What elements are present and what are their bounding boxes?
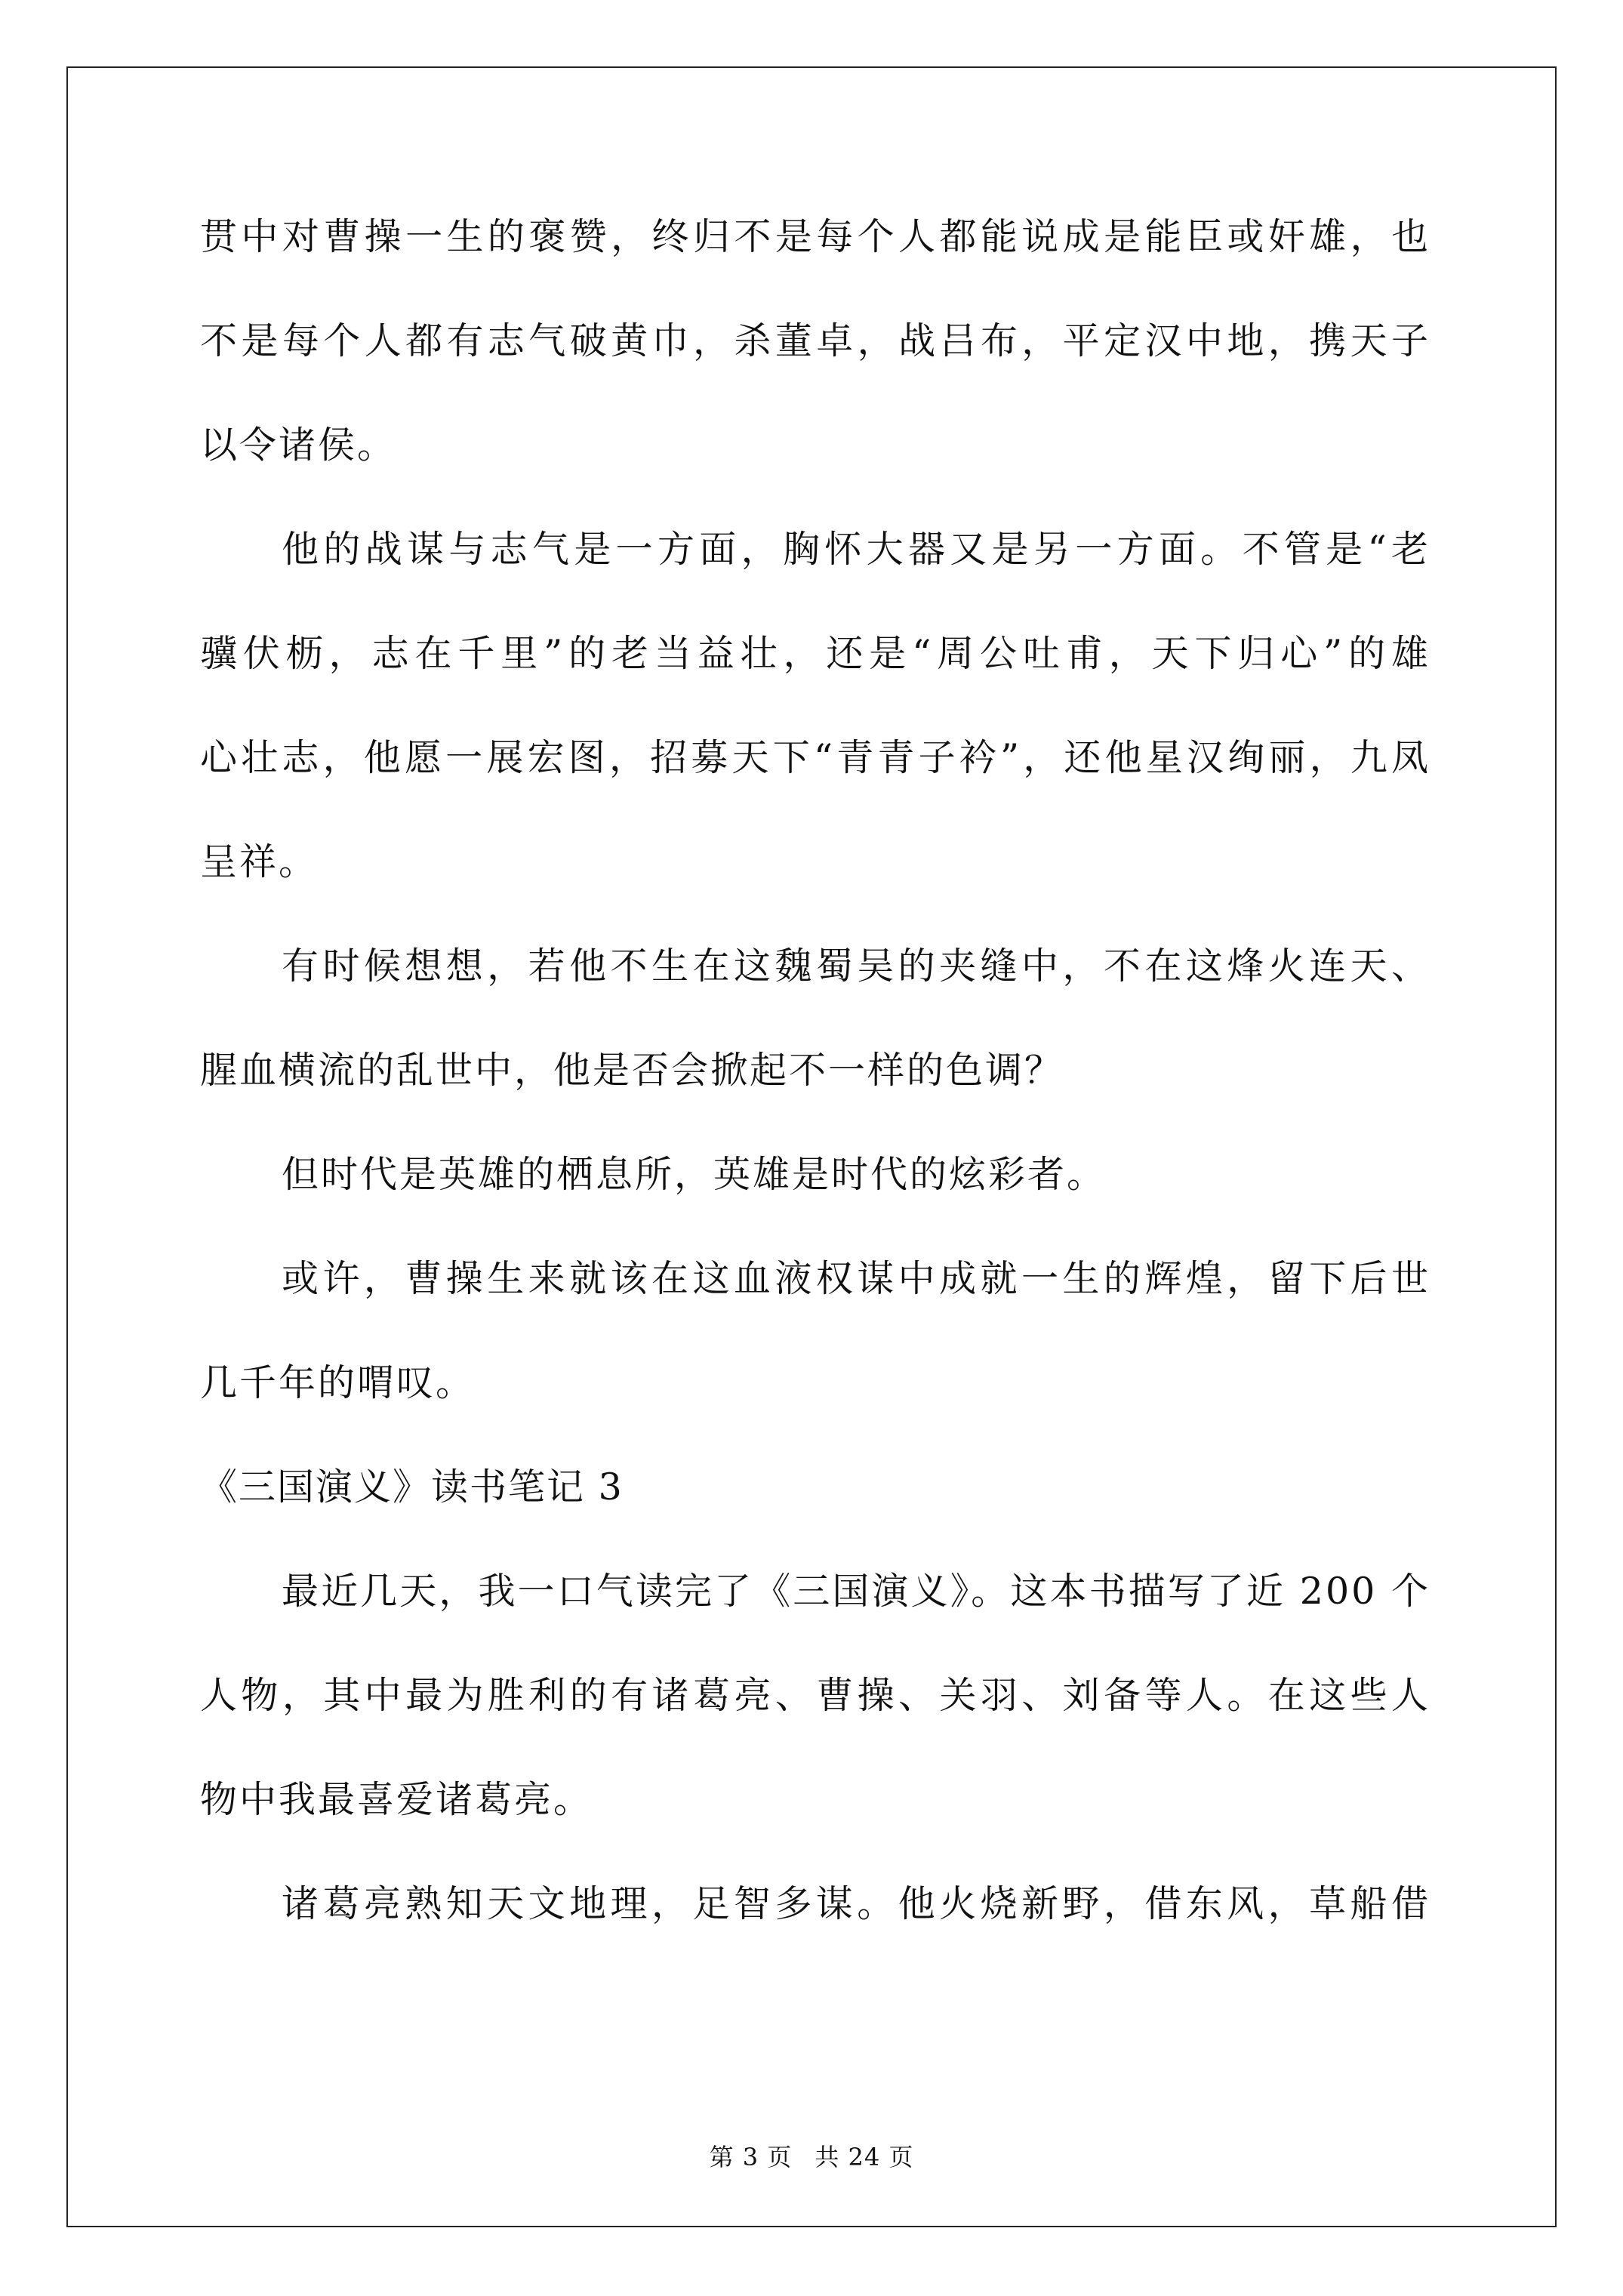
text-line: 人物，其中最为胜利的有诸葛亮、曹操、关羽、刘备等人。在这些人 [200, 1674, 1431, 1717]
text-line: 骥伏枥，志在千里”的老当益壮，还是“周公吐甫，天下归心”的雄 [200, 632, 1431, 675]
text-line: 几千年的喟叹。 [200, 1361, 476, 1404]
text-line: 贯中对曹操一生的褒赞，终归不是每个人都能说成是能臣或奸雄，也 [200, 215, 1431, 258]
text-line: 不是每个人都有志气破黄巾，杀董卓，战吕布，平定汉中地，携天子 [200, 319, 1431, 362]
text-line: 诸葛亮熟知天文地理，足智多谋。他火烧新野，借东风，草船借 [282, 1882, 1431, 1925]
text-line: 心壮志，他愿一展宏图，招募天下“青青子衿”，还他星汉绚丽，九凤 [200, 736, 1431, 779]
text-line: 有时候想想，若他不生在这魏蜀吴的夹缝中，不在这烽火连天、 [282, 945, 1431, 988]
text-line: 物中我最喜爱诸葛亮。 [200, 1778, 593, 1821]
page-number-total: 共 24 页 [815, 2143, 914, 2171]
section-heading: 《三国演义》读书笔记 3 [200, 1465, 624, 1509]
text-line: 最近几天，我一口气读完了《三国演义》。这本书描写了近 200 个 [282, 1570, 1431, 1613]
text-line: 但时代是英雄的栖息所，英雄是时代的炫彩者。 [282, 1153, 1107, 1196]
text-line: 或许，曹操生来就该在这血液权谋中成就一生的辉煌，留下后世 [282, 1257, 1431, 1300]
page-footer [0, 2138, 1623, 2173]
text-line: 腥血横流的乱世中，他是否会掀起不一样的色调？ [200, 1049, 1064, 1092]
text-line: 他的战谋与志气是一方面，胸怀大器又是另一方面。不管是“老 [282, 528, 1431, 571]
text-line: 以令诸侯。 [200, 424, 397, 467]
document-body [200, 215, 1431, 1990]
page-number-current: 第 3 页 [709, 2143, 793, 2171]
text-line: 呈祥。 [200, 840, 319, 883]
